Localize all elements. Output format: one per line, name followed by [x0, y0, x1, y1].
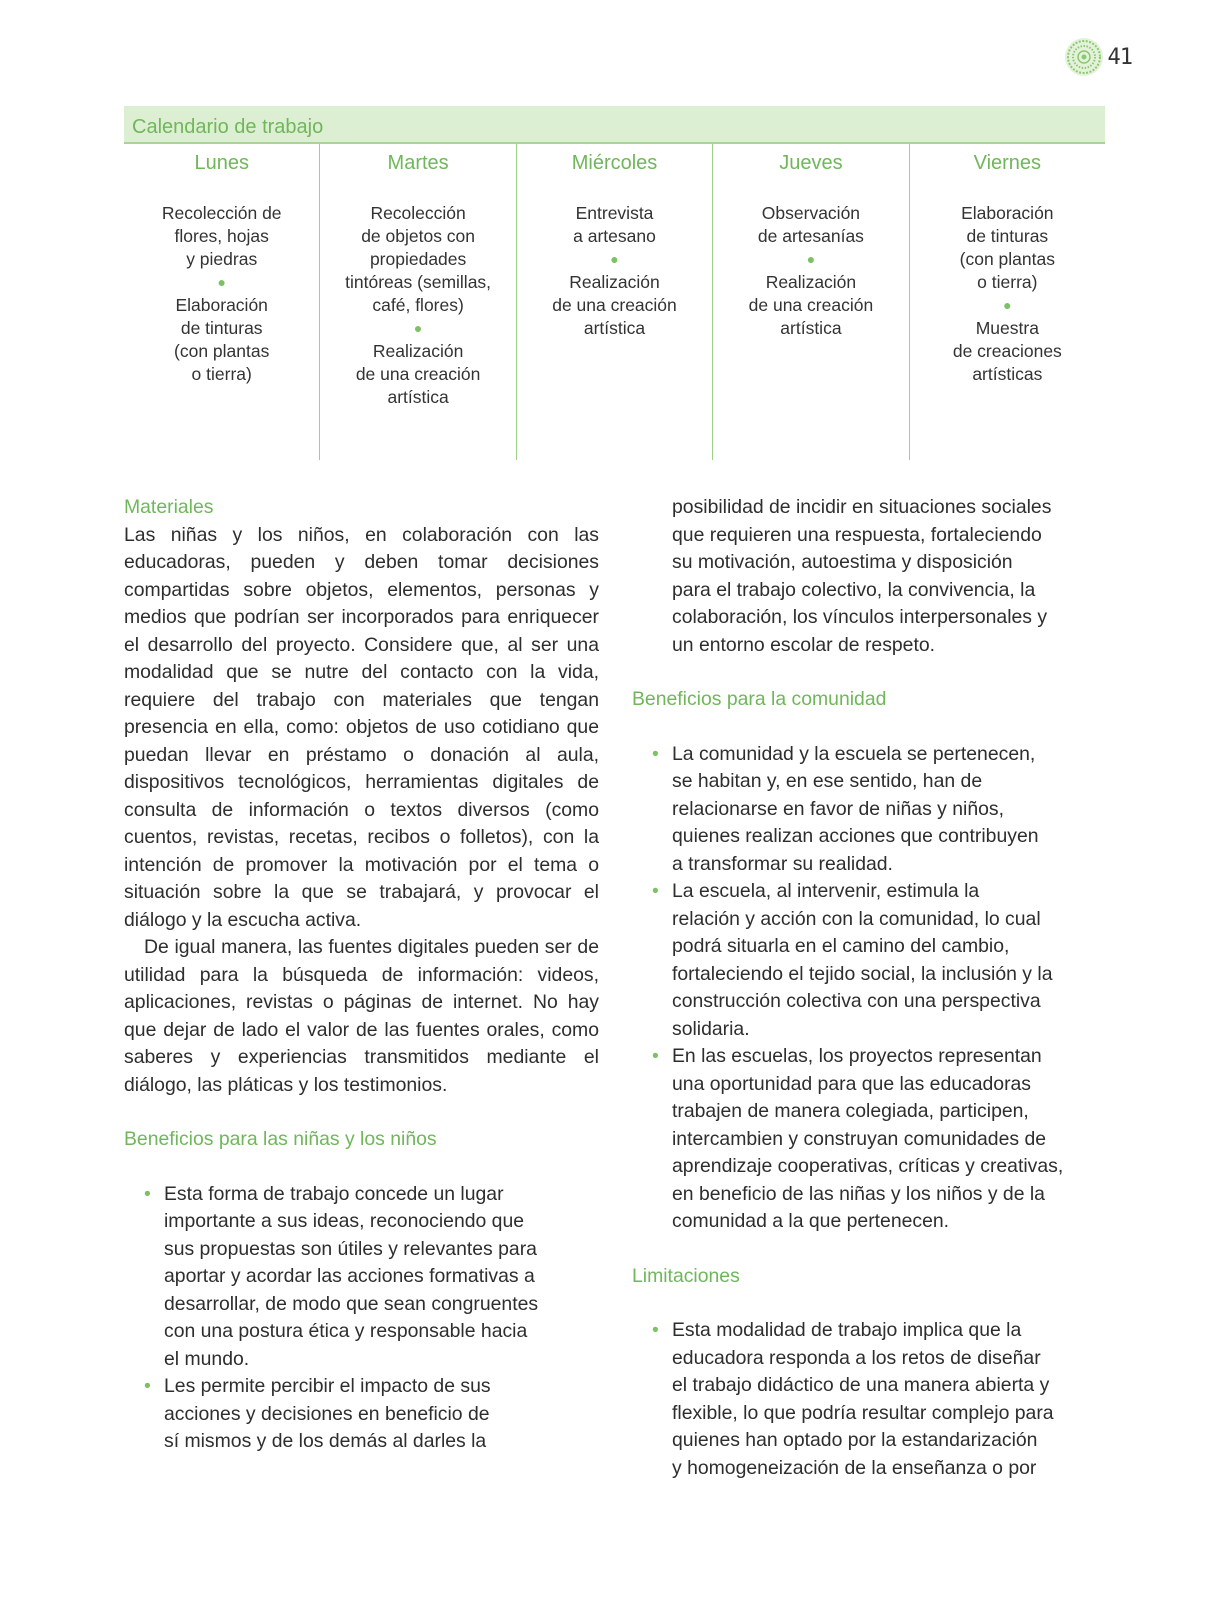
list-item: • Esta modalidad de trabajo implica que la educadora responda a los retos de diseñar el trabajo didáctico de una manera abierta y flexible, lo que podría resultar complejo para quienes han optado por la estandarización y homogeneización de la enseñanza o por	[632, 1317, 1102, 1482]
materiales-paragraph: Las niñas y los niños, en colaboración con las educadoras, pueden y deben tomar decisiones compartidas sobre objetos, elementos, personas y medios que podrían ser incorporados para enriquecer el desarrollo del proyecto. Considere que, al ser una modalidad que se nutre del contacto con la vida, requiere del trabajo con materiales que tengan presencia en ella, como: objetos de uso cotidiano que puedan llevar en préstamo o donación al aula, dispositivos tecnológicos, herramientas digitales de consulta de información o textos diversos (como cuentos, revistas, recetas, recibos o folletos), con la intención de promover la motivación por el tema o situación sobre la que se trabajará, y provocar el diálogo y la escucha activa.	[124, 523, 599, 931]
day-activity: Realización de una creación artística	[748, 272, 874, 338]
beneficios-comunidad-list	[632, 741, 1102, 1236]
materiales-heading: Materiales	[124, 496, 214, 518]
list-item: • En las escuelas, los proyectos representan una oportunidad para que las educadoras trabajen de manera colegiada, participen, intercambien y construyan comunidades de aprendizaje cooperativas, críticas y creativas, en beneficio de las niñas y los niños y de la comunidad a la que pertenecen.	[632, 1043, 1102, 1236]
calendar-day-monday	[124, 144, 320, 460]
materiales-paragraph: De igual manera, las fuentes digitales pueden ser de utilidad para la búsqueda de información: videos, aplicaciones, revistas o páginas de internet. No hay que dejar de lado el valor de las fuentes orales, como saberes y experiencias transmitidos mediante el diálogo, las pláticas y los testimonios.	[124, 936, 599, 1096]
day-activity: Muestra de creaciones artísticas	[952, 318, 1062, 384]
limitaciones-list	[632, 1317, 1102, 1482]
list-item: • La escuela, al intervenir, estimula la relación y acción con la comunidad, lo cual podrá situarla en el camino del cambio, fortaleciendo el tejido social, la inclusión y la construcción colectiva con una perspectiva solidaria.	[632, 878, 1102, 1043]
list-item: • Esta forma de trabajo concede un lugar importante a sus ideas, reconociendo que sus propuestas son útiles y relevantes para aportar y acordar las acciones formativas a desarrollar, de modo que sean congruentes con una postura ética y responsable hacia el mundo.	[124, 1181, 599, 1374]
calendar-day-friday	[910, 144, 1105, 460]
day-name: Miércoles	[571, 152, 658, 174]
list-item-continuation: posibilidad de incidir en situaciones sociales que requieren una respuesta, fortaleciendo su motivación, autoestima y disposición para el trabajo colectivo, la convivencia, la colaboración, los vínculos interpersonales y un entorno escolar de respeto.	[672, 496, 1052, 656]
bullet-dot: ●	[217, 274, 226, 290]
day-activity: Realización de una creación artística	[552, 272, 677, 338]
calendar-day-wednesday	[517, 144, 713, 460]
day-activity: Realización de una creación artística	[355, 341, 481, 407]
calendar-title: Calendario de trabajo	[124, 106, 1105, 144]
day-activity: Elaboración de tinturas (con plantas o tierra)	[174, 295, 270, 384]
day-activity: Recolección de objetos con propiedades tintóreas (semillas, café, flores)	[345, 203, 492, 315]
bullet-dot: ●	[413, 320, 423, 336]
left-column	[124, 494, 599, 1456]
beneficios-comunidad-heading: Beneficios para la comunidad	[632, 688, 887, 710]
day-activity: Elaboración de tinturas (con plantas o tierra)	[959, 203, 1055, 292]
beneficios-ninos-list	[124, 1181, 599, 1456]
list-item: • Les permite percibir el impacto de sus acciones y decisiones en beneficio de sí mismos y de los demás al darles la	[124, 1373, 599, 1456]
page-number: 41	[1107, 45, 1132, 70]
day-activity: Observación de artesanías	[757, 203, 864, 246]
day-name: Lunes	[194, 152, 249, 174]
day-name: Viernes	[973, 152, 1042, 174]
limitaciones-heading: Limitaciones	[632, 1264, 740, 1287]
calendar-day-thursday	[713, 144, 909, 460]
day-name: Martes	[387, 152, 449, 174]
list-item: • La comunidad y la escuela se pertenecen, se habitan y, en ese sentido, han de relacionarse en favor de niñas y niños, quienes realizan acciones que contribuyen a transformar su realidad.	[632, 741, 1102, 879]
work-calendar	[124, 106, 1105, 460]
right-column	[632, 494, 1102, 1482]
beneficios-ninos-heading: Beneficios para las niñas y los niños	[124, 1128, 437, 1150]
day-name: Jueves	[779, 152, 843, 174]
bullet-dot: ●	[806, 251, 816, 267]
day-activity: Recolección de flores, hojas y piedras	[161, 203, 282, 269]
day-activity: Entrevista a artesano	[573, 203, 656, 246]
bullet-dot: ●	[610, 251, 619, 267]
bullet-dot: ●	[1003, 297, 1012, 313]
calendar-day-tuesday	[320, 144, 516, 460]
emblem-icon	[1064, 37, 1104, 77]
